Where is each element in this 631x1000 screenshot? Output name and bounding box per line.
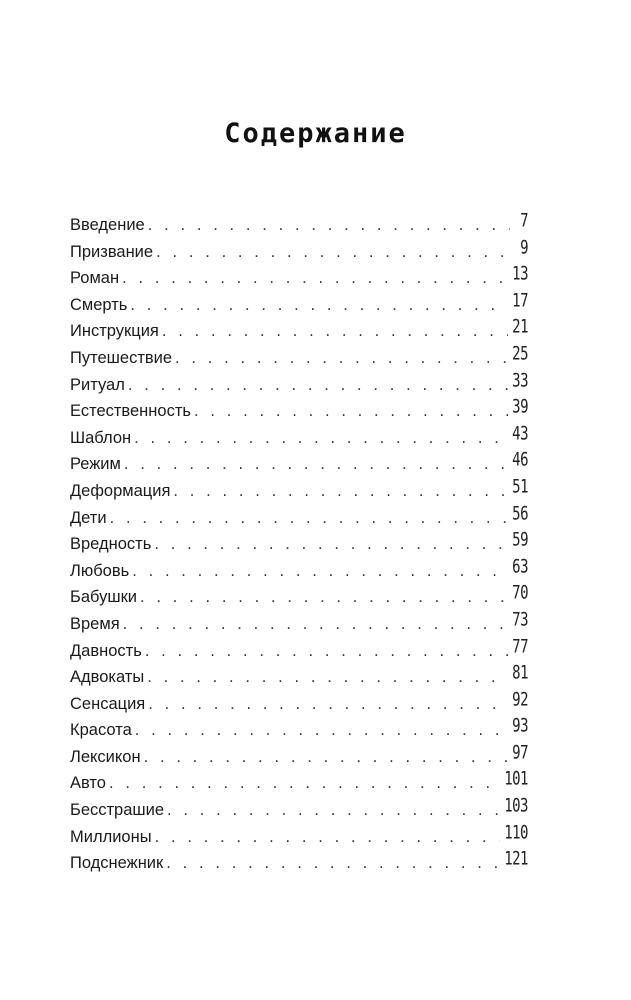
entry-page-number: 97 [512, 742, 528, 764]
toc-entry [70, 478, 528, 505]
entry-title: Время [70, 614, 120, 633]
entry-title: Введение [70, 216, 145, 234]
dot-leader [156, 239, 510, 266]
dot-leader [148, 212, 510, 239]
entry-title: Бабушки [70, 588, 138, 607]
dot-leader [110, 505, 509, 532]
entry-page-number: 63 [512, 556, 528, 578]
entry-title: Ритуал [70, 375, 125, 394]
entry-title: Любовь [70, 561, 130, 580]
entry-title: Авто [70, 774, 106, 793]
dot-leader [166, 850, 500, 877]
entry-title: Лексикон [70, 747, 141, 766]
entry-title: Естественность [70, 402, 191, 421]
entry-page-number: 39 [512, 396, 528, 419]
toc-entry [70, 425, 528, 452]
dot-leader [135, 717, 508, 744]
toc-entry [70, 584, 528, 611]
entry-page-number: 51 [512, 476, 528, 498]
toc-entry [70, 691, 528, 718]
dot-leader [144, 744, 509, 771]
toc-entry [70, 502, 528, 532]
toc-entry [70, 744, 528, 771]
entry-title: Давность [70, 641, 142, 660]
entry-title: Путешествие [70, 348, 173, 367]
dot-leader [140, 584, 508, 611]
entry-page-number: 17 [512, 290, 528, 312]
dot-leader [123, 611, 509, 638]
dot-leader [109, 770, 500, 797]
entry-title: Дети [70, 508, 107, 527]
entry-page-number: 93 [512, 715, 528, 738]
dot-leader [128, 372, 508, 399]
entry-page-number: 9 [520, 237, 528, 259]
dot-leader [167, 797, 500, 824]
entry-page-number: 7 [520, 210, 528, 233]
dot-leader [173, 478, 508, 505]
dot-leader [148, 691, 508, 718]
dot-leader [194, 398, 508, 425]
toc-entry [70, 345, 528, 372]
dot-leader [130, 292, 508, 319]
entry-page-number: 21 [512, 316, 528, 339]
entry-page-number: 56 [512, 502, 528, 525]
dot-leader [145, 638, 508, 665]
toc-entry [70, 318, 528, 345]
entry-page-number: 70 [512, 582, 528, 605]
entry-title: Красота [70, 721, 132, 740]
toc-entry [70, 717, 528, 744]
entry-page-number: 43 [512, 423, 528, 445]
toc-entry [70, 239, 528, 266]
entry-title: Бесстрашие [70, 801, 165, 820]
page-title: Содержание [224, 118, 407, 149]
toc-entry [70, 265, 528, 292]
entry-title: Деформация [70, 481, 171, 500]
entry-title: Призвание [70, 242, 154, 261]
entry-page-number: 110 [504, 822, 528, 844]
entry-page-number: 92 [512, 689, 528, 711]
entry-title: Режим [70, 455, 121, 474]
entry-title: Смерть [70, 295, 128, 314]
entry-page-number: 81 [512, 662, 528, 685]
entry-title: Подснежник [70, 854, 164, 873]
dot-leader [122, 265, 508, 292]
dot-leader [175, 345, 508, 372]
toc-entry [70, 558, 528, 585]
table-of-contents [70, 212, 528, 877]
entry-page-number: 33 [512, 370, 528, 392]
entry-title: Адвокаты [70, 668, 145, 687]
entry-title: Роман [70, 269, 120, 288]
toc-entry [70, 451, 528, 478]
entry-title: Сенсация [70, 694, 146, 713]
entry-title: Миллионы [70, 827, 152, 846]
toc-entry [70, 372, 528, 399]
dot-leader [124, 451, 508, 478]
entry-title: Шаблон [70, 428, 132, 447]
entry-page-number: 25 [512, 343, 528, 366]
entry-page-number: 13 [512, 263, 528, 286]
toc-entry [70, 212, 528, 239]
toc-entry [70, 770, 528, 797]
dot-leader [154, 531, 508, 558]
toc-entry [70, 824, 528, 851]
toc-entry [70, 531, 528, 558]
dot-leader [147, 664, 508, 691]
toc-entry [70, 664, 528, 691]
toc-entry [70, 611, 528, 638]
dot-leader [162, 318, 508, 345]
toc-entry [70, 850, 528, 877]
dot-leader [132, 558, 508, 585]
entry-page-number: 121 [504, 848, 528, 871]
entry-page-number: 101 [504, 768, 528, 791]
entry-page-number: 73 [512, 609, 528, 631]
entry-page-number: 103 [504, 795, 528, 818]
entry-page-number: 77 [512, 635, 528, 658]
entry-title: Инструкция [70, 322, 159, 341]
toc-entry [70, 797, 528, 824]
toc-entry [70, 292, 528, 319]
entry-page-number: 46 [512, 449, 528, 472]
entry-page-number: 59 [512, 529, 528, 552]
entry-title: Вредность [70, 535, 152, 554]
dot-leader [134, 425, 508, 452]
toc-entry [70, 398, 528, 425]
dot-leader [155, 824, 501, 851]
toc-entry [70, 635, 528, 665]
